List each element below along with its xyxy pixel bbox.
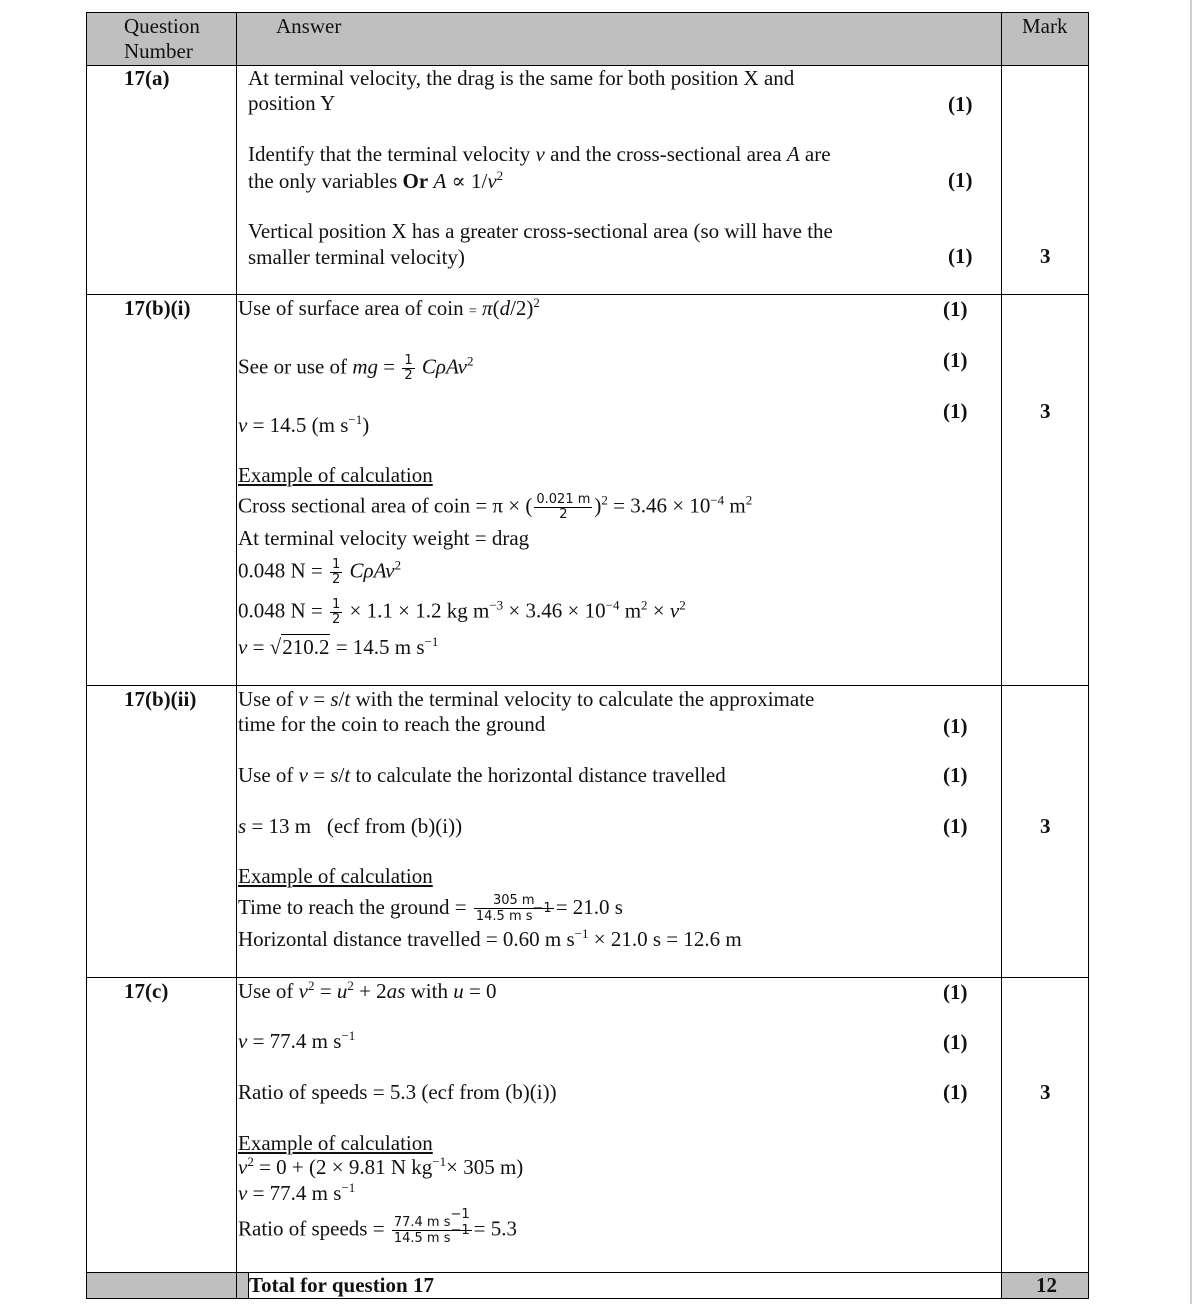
mark-point: (1) (943, 714, 968, 738)
mark-scheme-table (86, 12, 1089, 1299)
header-question-number: Question Number (124, 14, 200, 63)
question-number-17bi: 17(b)(i) (124, 296, 191, 320)
answer-line: v = 77.4 m $s^{-1}$ (238, 1028, 356, 1053)
mark-total: 3 (1040, 1080, 1051, 1104)
total-row-shade-left (86, 1272, 248, 1299)
mark-total: 3 (1040, 399, 1051, 423)
answer-line: Use of v = s/t with the terminal velocity to calculate the approximate (238, 687, 815, 711)
example-line: Horizontal distance travelled = 0.60 m $s^{-1} \times 21.0$ s = 12.6 m (238, 926, 742, 951)
answer-line: position Y (248, 91, 336, 115)
header-mark: Mark (1022, 14, 1068, 38)
example-line: Time to reach the ground = $\frac{305 m}{14.5 m s^{-1}}$ = 21.0 s (238, 893, 623, 924)
mark-point: (1) (948, 168, 973, 192)
mark-point: (1) (943, 763, 968, 787)
mark-point: (1) (943, 348, 968, 372)
example-line: $v^2 = 0 + (2 \times 9.81$ N $kg^{-1}\times 305$ m) (238, 1154, 524, 1179)
answer-line: Ratio of speeds = 5.3 (ecf from (b)(i)) (238, 1080, 557, 1104)
question-number-17bii: 17(b)(ii) (124, 687, 197, 711)
example-line: At terminal velocity weight = drag (238, 526, 530, 550)
example-line: 0.048 N = $\frac{1}{2}$ CρAv$^2$ (238, 557, 402, 587)
example-heading: Example of calculation (238, 864, 433, 888)
answer-line: time for the coin to reach the ground (238, 712, 546, 736)
example-line: 0.048 N = $\frac{1}{2}$ × 1.1 × 1.2 kg $m^{-3} \times 3.46 \times 10^{-4}$ $m^2 \times v^2$ (238, 597, 686, 627)
total-mark: 12 (1036, 1273, 1057, 1297)
header-answer: Answer (276, 14, 342, 38)
mark-point: (1) (948, 244, 973, 268)
answer-line: s = 13 m (ecf from (b)(i)) (238, 814, 463, 838)
example-line: Ratio of speeds = $\frac{77.4 m s^{-1}}{14.5 m s^{-1}}$ = 5.3 (238, 1207, 517, 1246)
answer-line: Identify that the terminal velocity v and the cross-sectional area A are (248, 142, 831, 166)
example-heading: Example of calculation (238, 1131, 433, 1155)
mark-point: (1) (943, 399, 968, 423)
example-line: v = √210.2 = 14.5 m $s^{-1}$ (238, 634, 439, 659)
answer-line: Use of surface area of coin = $\pi(d/2)^2$ (238, 295, 540, 320)
question-number-17a: 17(a) (124, 66, 170, 90)
total-label: Total for question 17 (249, 1273, 434, 1297)
example-heading: Example of calculation (238, 463, 433, 487)
question-number-17c: 17(c) (124, 979, 169, 1003)
mark-point: (1) (943, 980, 968, 1004)
answer-line: See or use of mg = $\frac{1}{2}$ CρAv$^2$ (238, 353, 474, 383)
example-line: Cross sectional area of coin = π × ( $\frac{0.021 m}{2}$ )$^2 = 3.46 \times 10^{-4}$ $m^2$ (238, 492, 753, 522)
mark-total: 3 (1040, 244, 1051, 268)
page-edge-rule (1190, 0, 1192, 1304)
answer-line: Use of $v^2 = u^2 + 2as$ with u = 0 (238, 978, 497, 1003)
answer-line: smaller terminal velocity) (248, 245, 465, 269)
mark-total: 3 (1040, 814, 1051, 838)
answer-line: v = 14.5 (m $s^{-1}$) (238, 412, 370, 437)
mark-point: (1) (943, 814, 968, 838)
mark-point: (1) (943, 297, 968, 321)
answer-line: Use of v = s/t to calculate the horizontal distance travelled (238, 763, 726, 787)
answer-line: Vertical position X has a greater cross-sectional area (so will have the (248, 219, 833, 243)
mark-point: (1) (948, 92, 973, 116)
example-line: v = 77.4 m $s^{-1}$ (238, 1180, 356, 1205)
mark-point: (1) (943, 1080, 968, 1104)
answer-line: the only variables Or $A \propto 1/v^2$ (248, 168, 504, 193)
mark-point: (1) (943, 1030, 968, 1054)
answer-line: At terminal velocity, the drag is the same for both position X and (248, 66, 795, 90)
